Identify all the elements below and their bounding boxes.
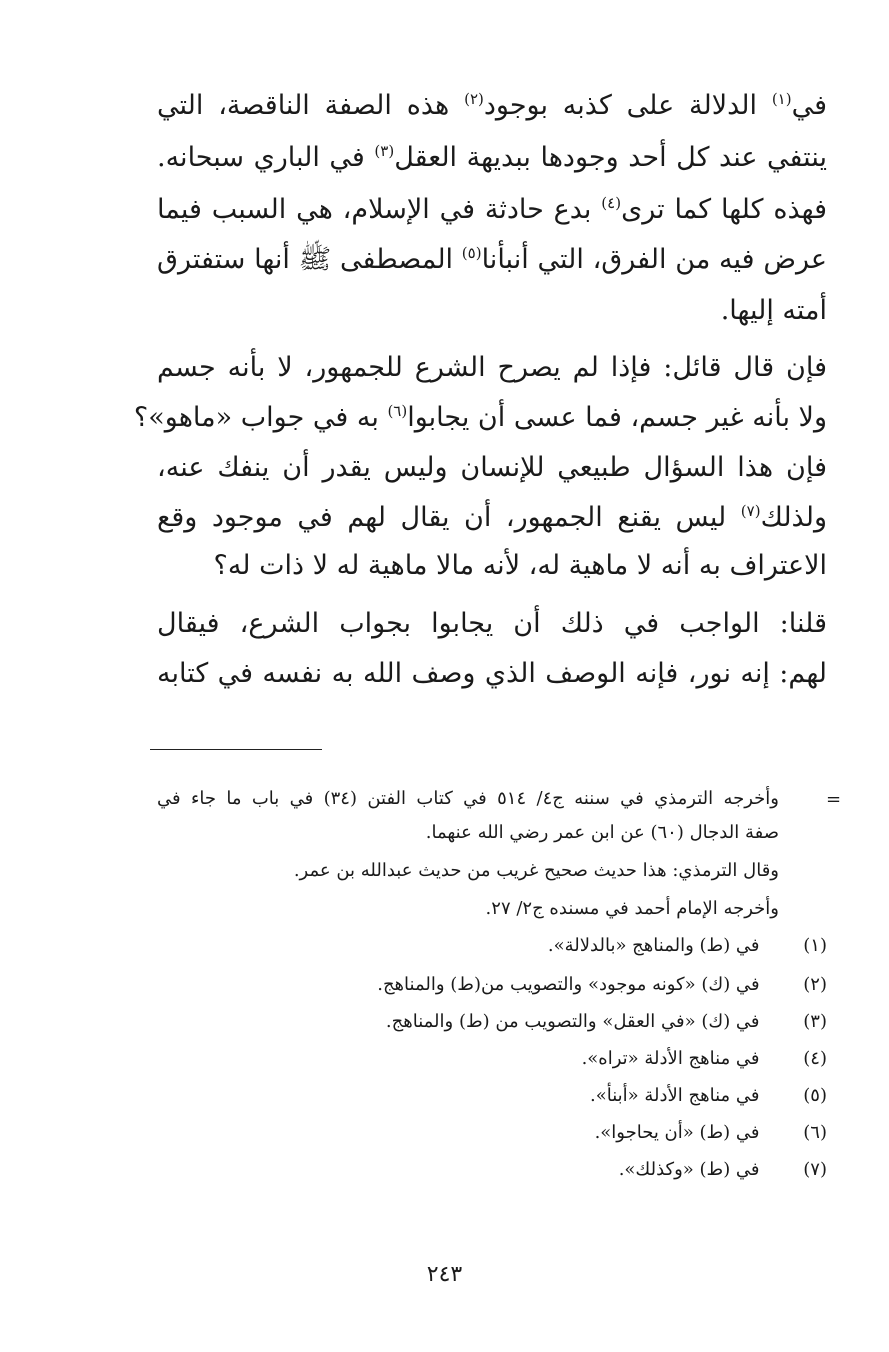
- footnote-4: (٤) في مناهج الأدلة «تراه».: [581, 1048, 827, 1069]
- body-line-4: عرض فيه من الفرق، التي أنبأنا$^{(٥)}$ المصطفى ﷺ أنها ستفترق: [157, 244, 827, 275]
- body-line-7: ولا بأنه غير جسم، فما عسى أن يجابوا$^{(٦)}$ به في جواب «ماهو»؟: [133, 402, 827, 433]
- footnote-ref-3[interactable]: (٣): [374, 142, 395, 160]
- footnote-cont-line-2: صفة الدجال (٦٠) عن ابن عمر رضي الله عنهما.: [425, 822, 779, 843]
- footnote-6: (٦) في (ط) «أن يحاجوا».: [594, 1122, 827, 1143]
- continuation-mark: =: [826, 789, 842, 810]
- footnote-ref-4[interactable]: (٤): [601, 194, 622, 212]
- footnote-ref-6[interactable]: (٦): [387, 402, 408, 420]
- footnote-5: (٥) في مناهج الأدلة «أبنأ».: [590, 1085, 827, 1106]
- body-line-9: ولذلك$^{(٧)}$ ليس يقنع الجمهور، أن يقال لهم في موجود وقع: [157, 502, 827, 533]
- body-line-12: لهم: إنه نور، فإنه الوصف الذي وصف الله به نفسه في كتابه: [157, 658, 827, 689]
- footnote-cont-line-4: وأخرجه الإمام أحمد في مسنده ج٢/ ٢٧.: [485, 898, 779, 919]
- body-line-6: فإن قال قائل: فإذا لم يصرح الشرع للجمهور، لا بأنه جسم: [157, 352, 827, 383]
- footnote-ref-1[interactable]: (١): [771, 90, 792, 108]
- body-line-1: في$^{(١)}$ الدلالة على كذبه بوجود$^{(٢)}$ هذه الصفة الناقصة، التي: [157, 90, 828, 121]
- footnote-cont-line-1: وأخرجه الترمذي في سننه ج٤/ ٥١٤ في كتاب الفتن (٣٤) في باب ما جاء في: [157, 788, 779, 809]
- footnote-7: (٧) في (ط) «وكذلك».: [618, 1159, 827, 1180]
- footnote-cont-line-3: وقال الترمذي: هذا حديث صحيح غريب من حديث عبدالله بن عمر.: [293, 860, 779, 881]
- footnote-3: (٣) في (ك) «في العقل» والتصويب من (ط) والمناهج.: [385, 1011, 827, 1032]
- footnote-2: (٢) في (ك) «كونه موجود» والتصويب من(ط) والمناهج.: [377, 974, 827, 995]
- body-line-2: ينتفي عند كل أحد وجودها ببديهة العقل$^{(٣)}$ في الباري سبحانه.: [157, 142, 827, 173]
- body-line-8: فإن هذا السؤال طبيعي للإنسان وليس يقدر أن ينفك عنه،: [157, 452, 827, 483]
- footnote-separator: [150, 749, 322, 750]
- footnote-ref-2[interactable]: (٢): [464, 90, 484, 108]
- footnote-ref-7[interactable]: (٧): [740, 502, 761, 520]
- body-line-3: فهذه كلها كما ترى$^{(٤)}$ بدع حادثة في الإسلام، هي السبب فيما: [157, 194, 827, 225]
- body-line-11: قلنا: الواجب في ذلك أن يجابوا بجواب الشرع، فيقال: [157, 608, 827, 639]
- footnote-ref-5[interactable]: (٥): [461, 244, 482, 262]
- page-number: ٢٤٣: [426, 1262, 463, 1287]
- footnote-1: (١) في (ط) والمناهج «بالدلالة».: [547, 935, 827, 956]
- body-line-10: الاعتراف به أنه لا ماهية له، لأنه مالا ماهية له لا ذات له؟: [213, 550, 827, 581]
- body-line-5: أمته إليها.: [720, 295, 827, 326]
